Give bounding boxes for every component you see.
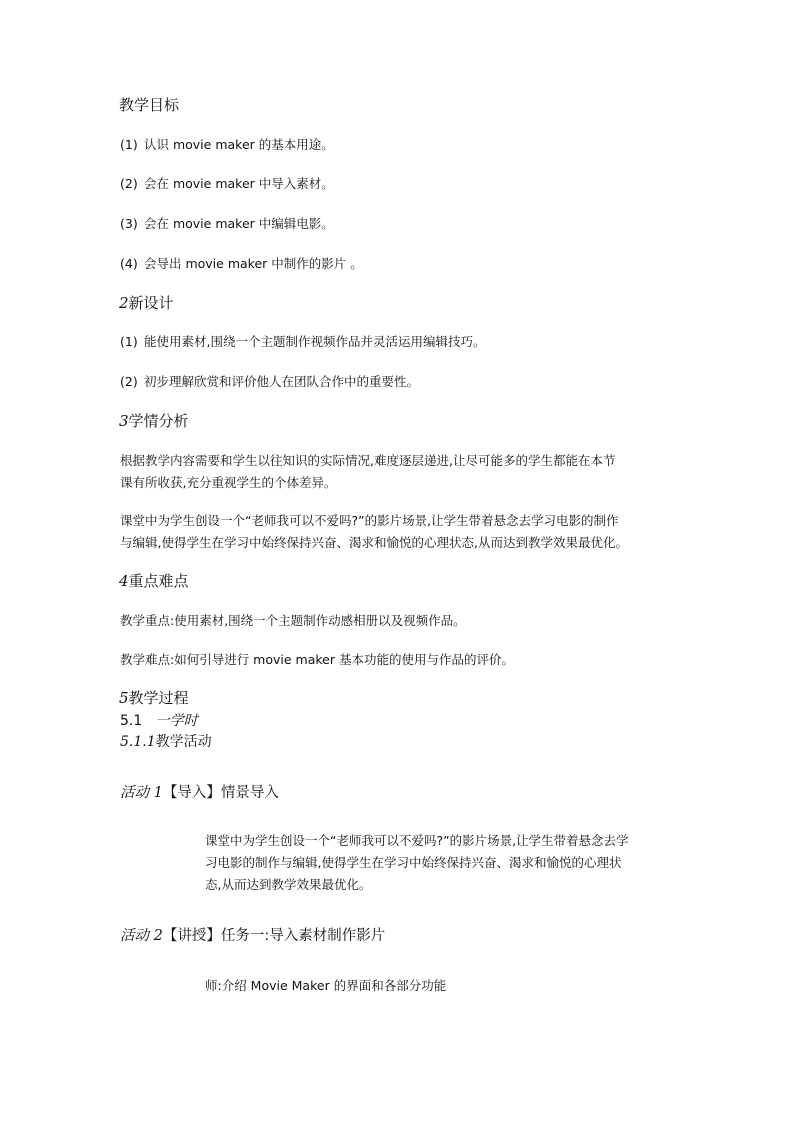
section-title: 新设计 (128, 294, 174, 312)
list-marker: (1) (120, 137, 138, 152)
activity-label: 活动 2 (120, 928, 163, 944)
activity2-heading (120, 929, 385, 944)
activity-title: 任务一:导入素材制作影片 (220, 928, 386, 944)
keypoints-heading (119, 574, 189, 589)
section-number: 3 (119, 412, 129, 430)
activity2-line1: 师:介绍 Movie Maker 的界面和各部分功能 (205, 978, 447, 993)
activity1-line2: 习电影的制作与编辑,使得学生在学习中始终保持兴奋、渴求和愉悦的心理状 (205, 855, 622, 870)
analysis-para1-line1: 根据教学内容需要和学生以往知识的实际情况,难度逐层递进,让尽可能多的学生都能在本节 (120, 453, 616, 468)
activity-label: 活动 1 (120, 785, 163, 801)
activity-tag: 【导入】 (162, 785, 221, 801)
design-item (120, 376, 419, 389)
subsection-title: 教学活动 (155, 734, 212, 750)
teaching-focus: 教学重点:使用素材,围绕一个主题制作动感相册以及视频作品。 (120, 613, 466, 628)
section-title: 学情分析 (128, 412, 189, 430)
subsection-number: 5.1 (120, 713, 143, 729)
list-text: 会在 movie maker 中编辑电影。 (143, 216, 334, 231)
objectives-heading: 教学目标 (119, 96, 180, 114)
section-number: 5 (119, 689, 129, 707)
objective-item (120, 218, 334, 231)
list-text: 认识 movie maker 的基本用途。 (143, 137, 334, 152)
section-title: 重点难点 (128, 572, 189, 590)
analysis-para2-line1: 课堂中为学生创设一个“老师我可以不爱吗?”的影片场景,让学生带着悬念去学习电影的制作 (120, 513, 619, 528)
activity1-line3: 态,从而达到教学效果最优化。 (205, 877, 372, 892)
list-marker: (4) (120, 256, 138, 271)
list-marker: (2) (120, 176, 138, 191)
list-marker: (2) (120, 374, 138, 389)
list-text: 会在 movie maker 中导入素材。 (143, 176, 334, 191)
analysis-heading (119, 414, 189, 429)
activity1-line1: 课堂中为学生创设一个“老师我可以不爱吗?”的影片场景,让学生带着悬念去学 (205, 833, 629, 848)
list-text: 能使用素材,围绕一个主题制作视频作品并灵活运用编辑技巧。 (143, 334, 486, 349)
analysis-para1-line2: 课有所收获,充分重视学生的个体差异。 (120, 475, 337, 490)
subsection-title: 一学时 (155, 713, 198, 729)
section-title: 教学过程 (128, 689, 189, 707)
list-text: 会导出 movie maker 中制作的影片 。 (143, 256, 363, 271)
objective-item (120, 178, 334, 191)
subsection-5-1-1 (120, 735, 212, 749)
activity1-heading (120, 786, 279, 801)
activity-tag: 【讲授】 (162, 928, 221, 944)
design-heading (119, 296, 174, 311)
subsection-number: 5.1.1 (120, 734, 156, 750)
objective-item (120, 258, 363, 271)
list-marker: (3) (120, 216, 138, 231)
subsection-5-1 (120, 714, 198, 728)
section-number: 4 (119, 572, 129, 590)
activity-title: 情景导入 (220, 785, 279, 801)
objective-item (120, 139, 334, 152)
list-marker: (1) (120, 334, 138, 349)
section-number: 2 (119, 294, 129, 312)
list-text: 初步理解欣赏和评价他人在团队合作中的重要性。 (143, 374, 419, 389)
design-item (120, 336, 485, 349)
analysis-para2-line2: 与编辑,使得学生在学习中始终保持兴奋、渴求和愉悦的心理状态,从而达到教学效果最优化。 (120, 535, 628, 550)
teaching-difficulty: 教学难点:如何引导进行 movie maker 基本功能的使用与作品的评价。 (120, 652, 514, 667)
process-heading (119, 691, 189, 706)
